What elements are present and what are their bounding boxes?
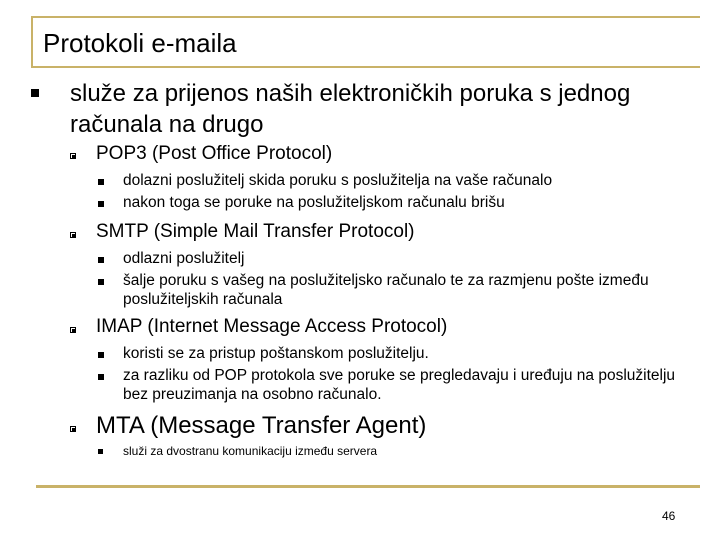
title-frame-top-line	[31, 16, 700, 18]
smtp-point-1-marker	[98, 257, 104, 263]
footer-rule	[36, 485, 700, 488]
pop3-point-2-marker	[98, 201, 104, 207]
title-underline	[31, 66, 700, 68]
slide-title: Protokoli e-maila	[43, 28, 237, 58]
pop3-point-1: dolazni poslužitelj skida poruku s poslužitelja na vaše računalo	[123, 172, 553, 189]
imap-point-1: koristi se za pristup poštanskom poslužitelju.	[123, 345, 429, 362]
page-number: 46	[662, 509, 676, 523]
smtp-point-1: odlazni poslužitelj	[123, 250, 245, 267]
title-frame-left-line	[31, 16, 33, 68]
main-bullet-marker	[31, 89, 39, 97]
smtp-bullet-marker	[70, 232, 76, 238]
main-bullet-text: služe za prijenos naših elektroničkih poruka s jednog računala na drugo	[70, 80, 631, 138]
pop3-point-1-marker	[98, 179, 104, 185]
mta-point-1: služi za dvostranu komunikaciju između servera	[123, 444, 378, 458]
mta-point-1-marker	[98, 449, 103, 454]
pop3-heading: POP3 (Post Office Protocol)	[96, 143, 333, 164]
smtp-heading: SMTP (Simple Mail Transfer Protocol)	[96, 221, 415, 242]
imap-bullet-marker	[70, 327, 76, 333]
imap-heading: IMAP (Internet Message Access Protocol)	[96, 316, 448, 337]
smtp-point-2-marker	[98, 279, 104, 285]
pop3-bullet-marker	[70, 153, 76, 159]
imap-point-1-marker	[98, 352, 104, 358]
mta-heading: MTA (Message Transfer Agent)	[96, 412, 427, 439]
smtp-point-2: šalje poruku s vašeg na poslužiteljsko računalo te za razmjenu pošte između poslužiteljskih računala	[123, 272, 649, 308]
imap-point-2: za razliku od POP protokola sve poruke se pregledavaju i uređuju na poslužitelju bez preuzimanja na osobno računalo.	[123, 367, 676, 403]
mta-bullet-marker	[70, 426, 76, 432]
imap-point-2-marker	[98, 374, 104, 380]
pop3-point-2: nakon toga se poruke na poslužiteljskom računalu brišu	[123, 194, 505, 211]
